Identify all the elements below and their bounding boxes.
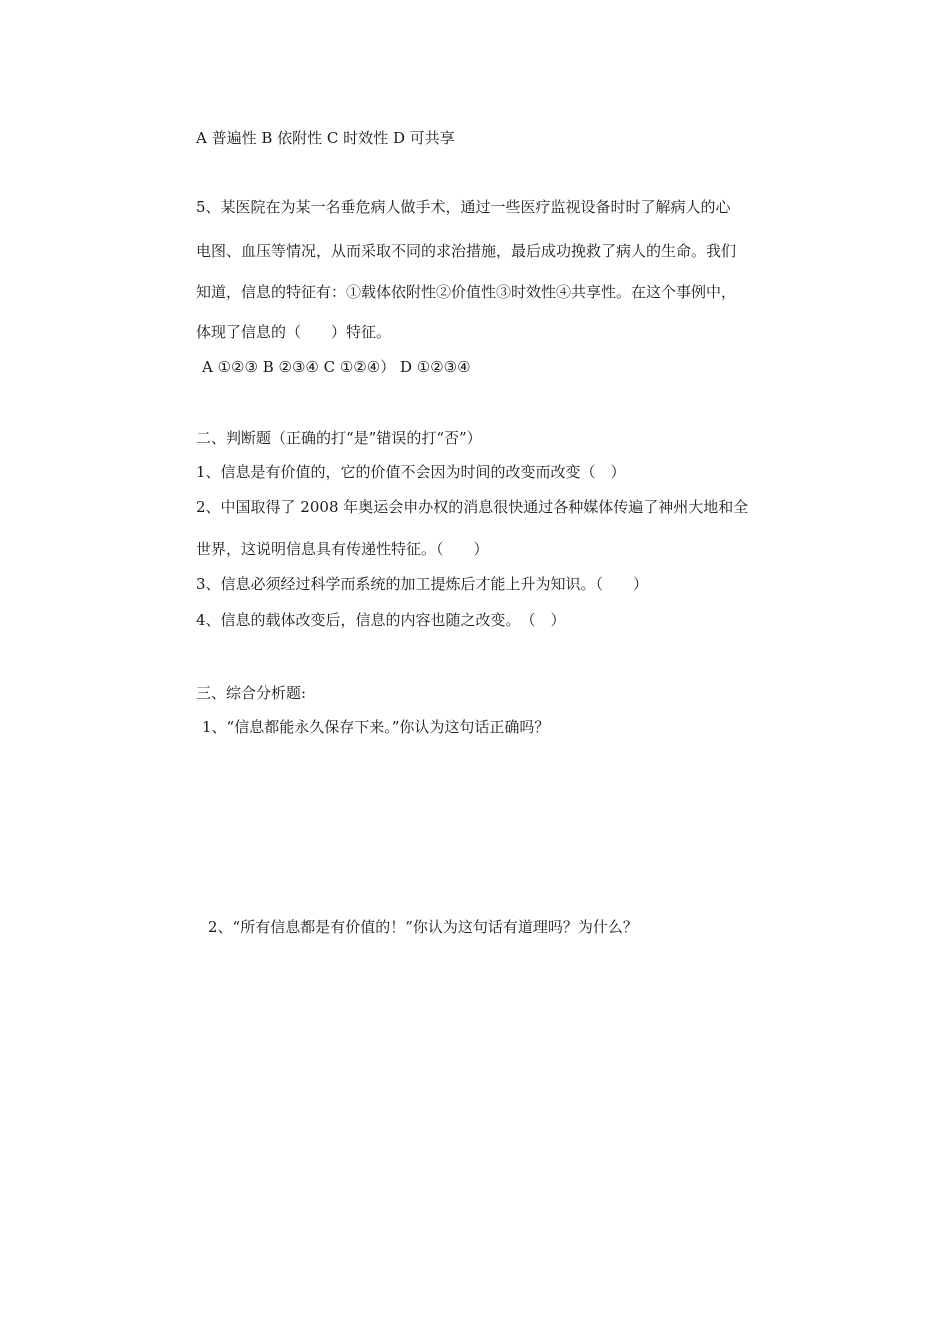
q5-line-1: 5、某医院在为某一名垂危病人做手术，通过一些医疗监视设备时时了解病人的心: [196, 198, 731, 216]
judgment-q2-line-1: 2、中国取得了 2008 年奥运会申办权的消息很快通过各种媒体传遍了神州大地和全: [196, 498, 749, 516]
judgment-q2-line-2: 世界，这说明信息具有传递性特征。（ ）: [196, 540, 489, 558]
judgment-q4: 4、信息的载体改变后，信息的内容也随之改变。 （ ）: [196, 611, 566, 629]
judgment-section-title: 二、判断题（正确的打“是”错误的打“否”）: [196, 429, 482, 447]
judgment-q3: 3、信息必须经过科学而系统的加工提炼后才能上升为知识。（ ）: [196, 575, 649, 593]
q5-options: A ①②③ B ②③④ C ①②④） D ①②③④: [202, 358, 471, 376]
q5-line-4: 体现了信息的（ ）特征。: [196, 323, 392, 341]
q5-line-3: 知道，信息的特征有：①载体依附性②价值性③时效性④共享性。在这个事例中，: [196, 283, 737, 301]
q4-options: A 普遍性 B 依附性 C 时效性 D 可共享: [196, 129, 455, 147]
judgment-q1: 1、信息是有价值的，它的价值不会因为时间的改变而改变（ ）: [196, 463, 626, 481]
analysis-section-title: 三、综合分析题:: [196, 684, 307, 702]
analysis-q1: 1、“信息都能永久保存下来。”你认为这句话正确吗？: [202, 718, 550, 736]
analysis-q2: 2、“所有信息都是有价值的！”你认为这句话有道理吗？为什么？: [208, 918, 638, 936]
q5-line-2: 电图、血压等情况，从而采取不同的求治措施，最后成功挽救了病人的生命。我们: [196, 242, 737, 260]
